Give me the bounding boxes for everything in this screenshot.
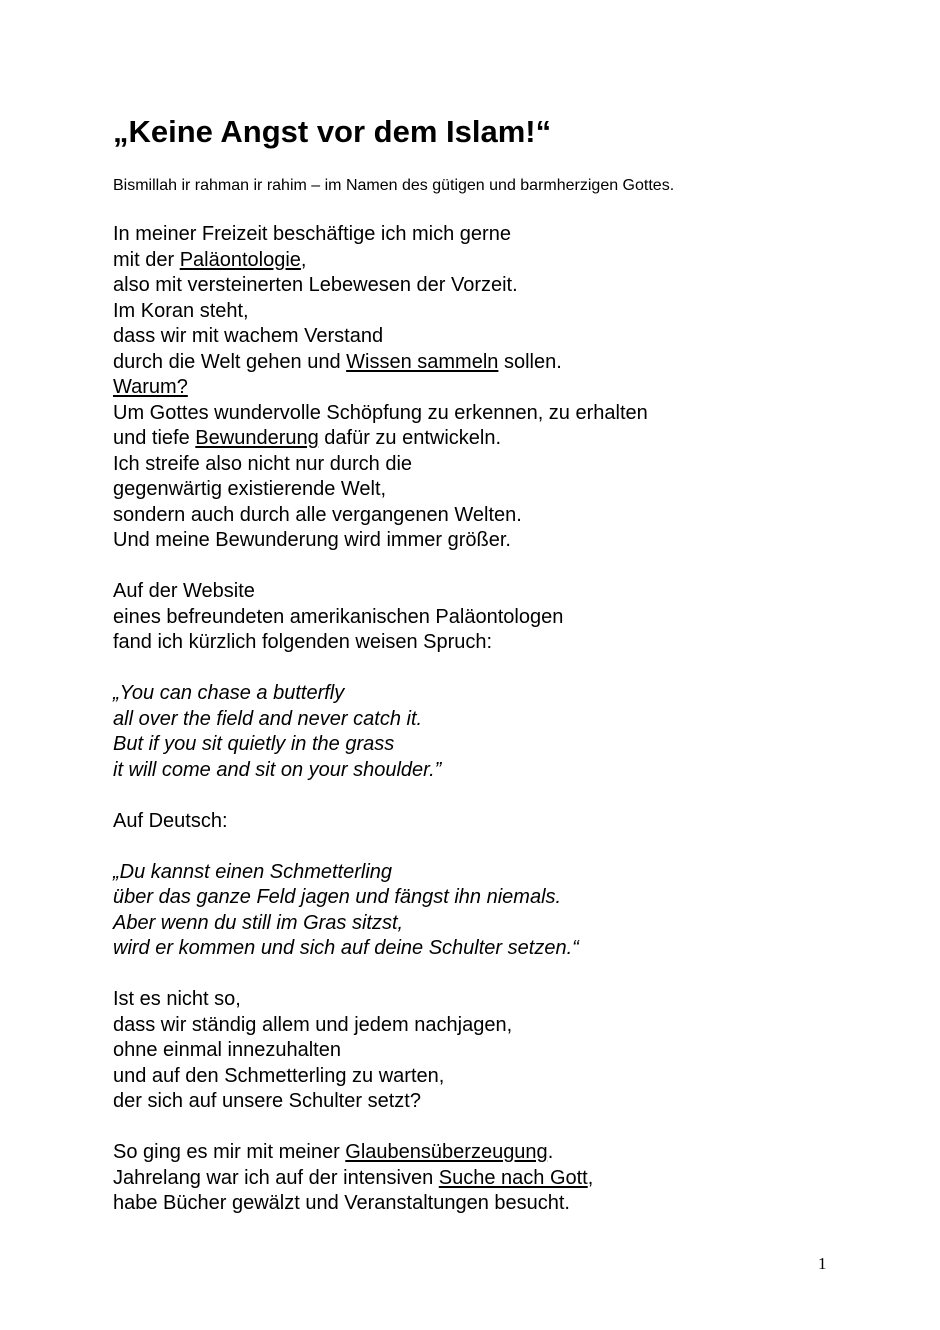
- underlined-term: Bewunderung: [195, 427, 319, 449]
- text-line: Auf Deutsch:: [113, 809, 228, 832]
- text-line: dass wir mit wachem Verstand: [113, 325, 384, 347]
- quote-line: wird er kommen und sich auf deine Schulter setzen.“: [113, 937, 579, 959]
- paragraph-auf-deutsch: [113, 809, 648, 835]
- text-line: Und meine Bewunderung wird immer größer.: [113, 529, 511, 551]
- underlined-term: Wissen sammeln: [346, 350, 499, 373]
- text-line: In meiner Freizeit beschäftige ich mich gerne: [113, 223, 511, 245]
- text-line: sondern auch durch alle vergangenen Welten.: [113, 503, 522, 526]
- text-line: ohne einmal innezuhalten: [113, 1039, 341, 1061]
- text-segment: und tiefe: [113, 427, 196, 449]
- page-number: 1: [818, 1254, 827, 1273]
- text-line: der sich auf unsere Schulter setzt?: [113, 1090, 421, 1112]
- text-segment: sollen.: [498, 350, 562, 373]
- text-line: dass wir ständig allem und jedem nachjagen,: [113, 1013, 513, 1036]
- quote-line: Aber wenn du still im Gras sitzst,: [113, 911, 404, 934]
- body-text: [113, 222, 648, 1242]
- quote-line: über das ganze Feld jagen und fängst ihn niemals.: [113, 886, 562, 908]
- text-segment: ,: [300, 248, 307, 271]
- text-segment: dafür zu entwickeln.: [318, 427, 502, 449]
- text-segment: So ging es mir mit meiner: [113, 1141, 346, 1163]
- text-line: gegenwärtig existierende Welt,: [113, 478, 387, 500]
- quote-german: [113, 860, 648, 962]
- text-line: und auf den Schmetterling zu warten,: [113, 1064, 445, 1087]
- underlined-term: Warum?: [113, 376, 188, 398]
- quote-line: „You can chase a butterfly: [113, 682, 345, 704]
- quote-line: But if you sit quietly in the grass: [113, 733, 395, 755]
- text-segment: Jahrelang war ich auf der intensiven: [113, 1166, 439, 1189]
- quote-english: [113, 681, 648, 783]
- page-title: „Keine Angst vor dem Islam!“: [113, 114, 552, 149]
- quote-line: all over the field and never catch it.: [113, 707, 423, 730]
- text-line: habe Bücher gewälzt und Veranstaltungen besucht.: [113, 1192, 570, 1214]
- text-line: Ist es nicht so,: [113, 988, 241, 1010]
- underlined-term: Glaubensüberzeugung: [345, 1141, 548, 1163]
- text-line: [113, 1140, 648, 1166]
- underlined-term: Paläontologie: [179, 248, 301, 271]
- text-line: [113, 1166, 648, 1192]
- subtitle-basmala: Bismillah ir rahman ir rahim – im Namen des gütigen und barmherzigen Gottes.: [113, 177, 675, 194]
- text-line: Auf der Website: [113, 580, 255, 602]
- paragraph-glaube: [113, 1140, 648, 1217]
- text-line: [113, 375, 648, 401]
- text-line: [113, 248, 648, 274]
- text-line: Ich streife also nicht nur durch die: [113, 452, 413, 475]
- text-segment: .: [547, 1141, 554, 1163]
- text-line: eines befreundeten amerikanischen Paläontologen: [113, 605, 564, 628]
- text-line: Um Gottes wundervolle Schöpfung zu erkennen, zu erhalten: [113, 401, 648, 424]
- quote-line: „Du kannst einen Schmetterling: [113, 860, 393, 883]
- paragraph-freizeit: [113, 222, 648, 554]
- text-segment: durch die Welt gehen und: [113, 350, 347, 373]
- underlined-term: Suche nach Gott: [438, 1166, 588, 1189]
- text-line: [113, 426, 648, 452]
- text-segment: ,: [587, 1166, 594, 1189]
- text-line: also mit versteinerten Lebewesen der Vorzeit.: [113, 274, 518, 296]
- text-line: fand ich kürzlich folgenden weisen Spruch:: [113, 631, 493, 653]
- text-segment: mit der: [113, 248, 180, 271]
- paragraph-reflection: [113, 987, 648, 1115]
- text-line: [113, 350, 648, 376]
- text-line: Im Koran steht,: [113, 299, 249, 322]
- paragraph-website: [113, 579, 648, 656]
- quote-line: it will come and sit on your shoulder.”: [113, 758, 442, 781]
